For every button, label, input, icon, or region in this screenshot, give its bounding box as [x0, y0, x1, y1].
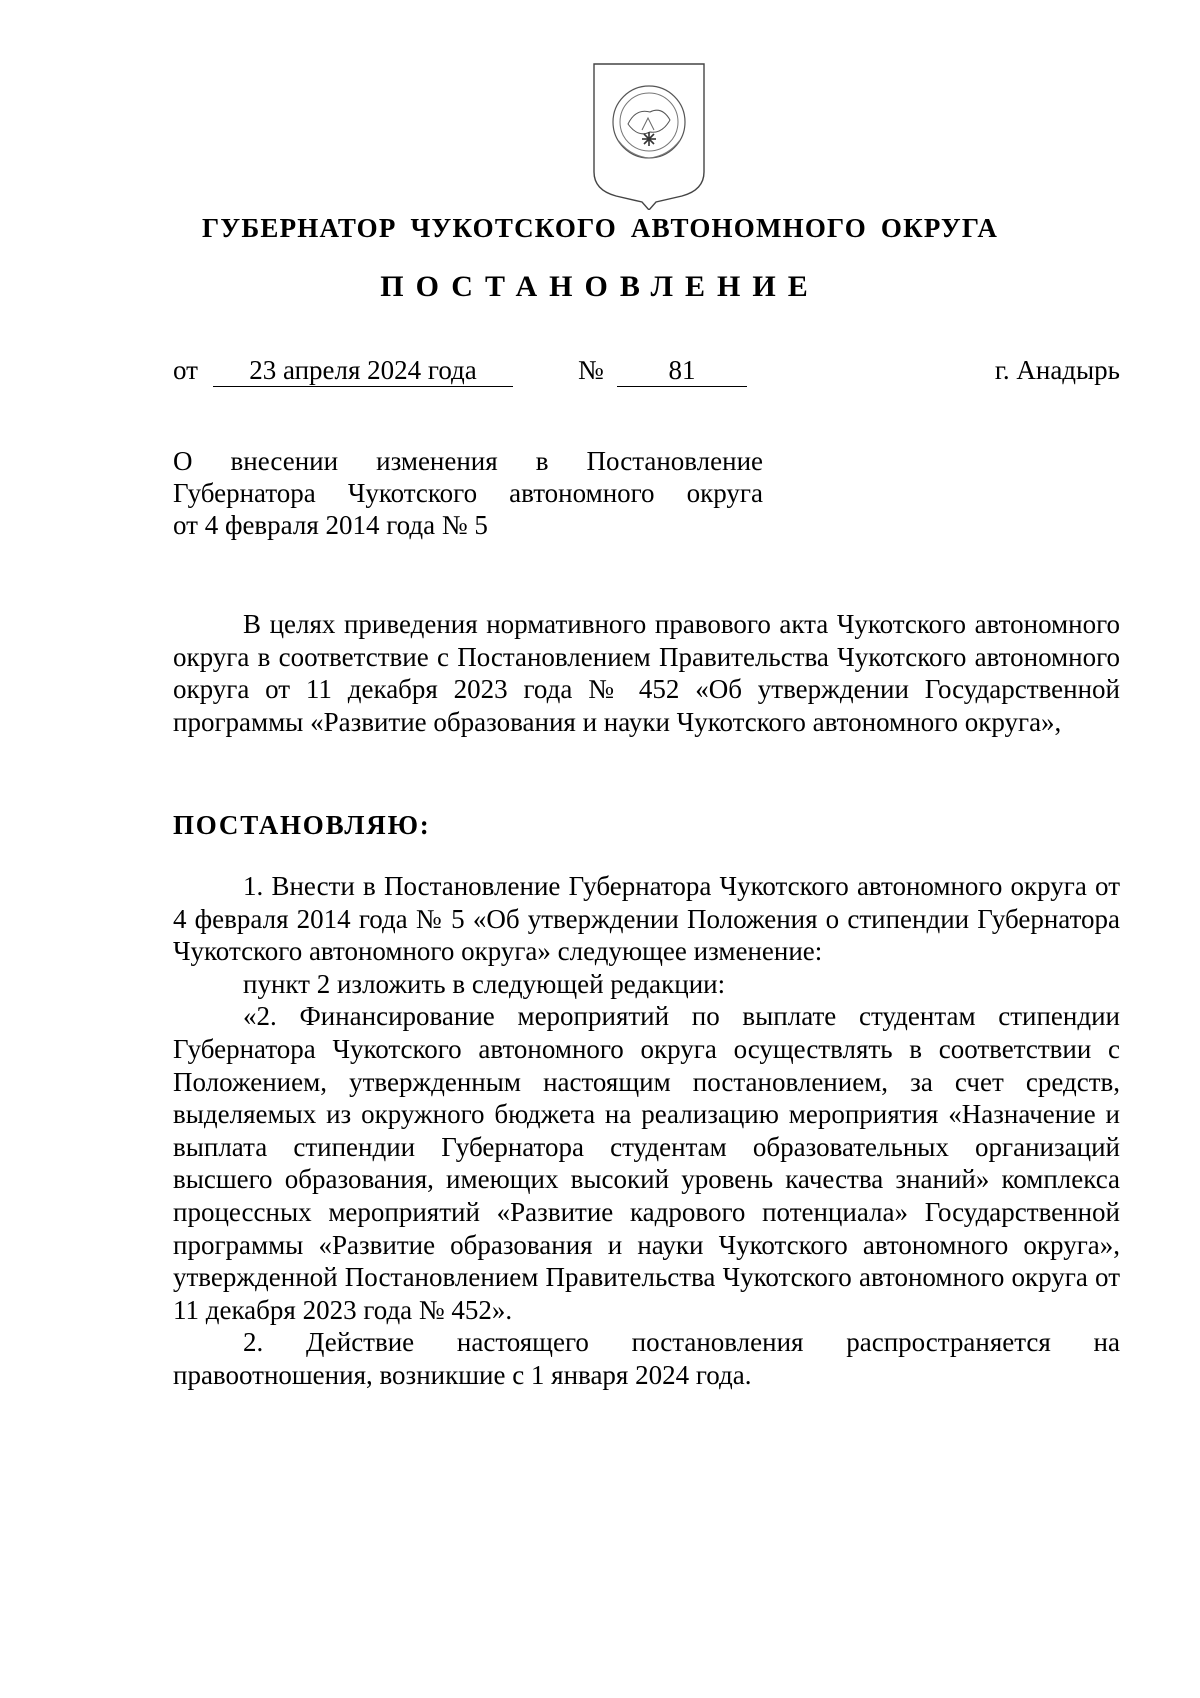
decree-item: 2. Действие настоящего постановления распространяется на правоотношения, возникшие с 1 января 2024 года. — [173, 1327, 1120, 1390]
chukotka-coat-of-arms-icon — [590, 60, 708, 210]
document-number: 81 — [617, 355, 747, 387]
preamble — [173, 608, 1120, 738]
decree-item: «2. Финансирование мероприятий по выплате студентам стипендии Губернатора Чукотского автономного округа осуществлять в соответствии с Положением, утвержденным настоящим постановлением, за счет средств, выделяемых из окружного бюджета на реализацию мероприятия «Назначение и выплата стипендии Губернатора студентам образовательных организаций высшего образования, имеющих высокий уровень качества знаний» комплекса процессных мероприятий «Развитие кадрового потенциала» Государственной программы «Развитие образования и науки Чукотского автономного округа», утвержденной Постановлением Правительства Чукотского автономного округа от 11 декабря 2023 года № 452». — [173, 1001, 1120, 1325]
subject-line: от 4 февраля 2014 года № 5 — [173, 510, 488, 540]
decree-item: пункт 2 изложить в следующей редакции: — [243, 968, 726, 999]
decree-item: 1. Внести в Постановление Губернатора Чукотского автономного округа от 4 февраля 2014 года № 5 «Об утверждении Положения о стипендии Губернатора Чукотского автономного округа» следующее изменение: — [173, 871, 1120, 967]
subject-line: О внесении изменения в Постановление — [173, 446, 763, 476]
document-subject — [173, 445, 763, 541]
decree-items — [173, 870, 1120, 1392]
date-prefix: от — [173, 355, 198, 385]
document-date: 23 апреля 2024 года — [213, 355, 513, 387]
number-sign: № — [578, 355, 604, 385]
preamble-paragraph: В целях приведения нормативного правового акта Чукотского автономного округа в соответствие с Постановлением Правительства Чукотского автономного округа от 11 декабря 2023 года № 452 «Об утверждении Государственной программы «Развитие образования и науки Чукотского автономного округа», — [173, 609, 1120, 737]
decree-word: ПОСТАНОВЛЯЮ: — [173, 810, 431, 840]
subject-line: Губернатора Чукотского автономного округа — [173, 478, 763, 508]
document-city: г. Анадырь — [994, 355, 1120, 385]
document-meta-row — [173, 355, 1120, 395]
authority-title: ГУБЕРНАТОР ЧУКОТСКОГО АВТОНОМНОГО ОКРУГА — [201, 213, 999, 243]
document-type-title: ПОСТАНОВЛЕНИЕ — [380, 270, 820, 303]
